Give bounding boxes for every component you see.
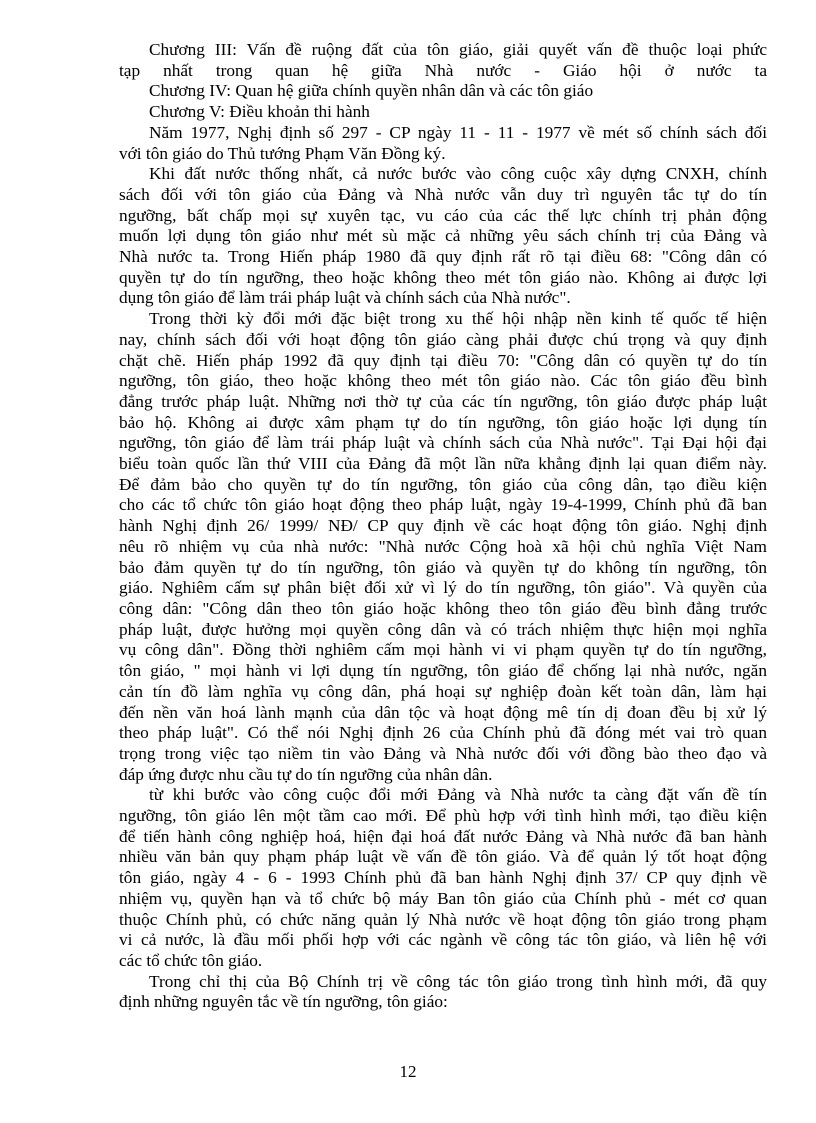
- text-line: Trong thời kỳ đổi mới đặc biệt trong xu thế hội nhập nền kinh tế quốc tế hiện: [149, 309, 767, 329]
- text-line: Chương V: Điều khoản thi hành: [149, 102, 370, 122]
- text-line: pháp luật, được hưởng mọi quyền công dân và có trách nhiệm thực hiện mọi nghĩa: [119, 619, 767, 639]
- text-line: chặt chẽ. Hiến pháp 1992 đã quy định tại điều 70: "Công dân có quyền tự do tín: [119, 350, 767, 370]
- text-line: tôn giáo, " mọi hành vi lợi dụng tín ngưỡng, tôn giáo để chống lại nhà nước, ngăn: [119, 661, 767, 681]
- text-line: Khi đất nước thống nhất, cả nước bước vào công cuộc xây dựng CNXH, chính: [149, 164, 767, 184]
- text-line: hành Nghị định 26/ 1999/ NĐ/ CP quy định về các hoạt động tôn giáo. Nghị định: [119, 516, 767, 536]
- text-line: vi cả nước, là đầu mối phối hợp với các ngành về công tác tôn giáo, và liên hệ với: [119, 930, 767, 950]
- text-line: quyền tự do tín ngưỡng, theo hoặc không theo mét tôn giáo nào. Không ai được lợi: [119, 267, 767, 287]
- text-line: Trong chỉ thị của Bộ Chính trị về công tác tôn giáo trong tình hình mới, đã quy: [149, 971, 767, 991]
- text-line: nhiệm vụ, quyền hạn và tổ chức bộ máy Ban tôn giáo của Chính phủ - mét cơ quan: [119, 888, 767, 908]
- text-line: ngưỡng, tôn giáo lên một tầm cao mới. Để phù hợp với tình hình mới, tạo điều kiện: [119, 806, 767, 826]
- text-line: Để đảm bảo cho quyền tự do tín ngưỡng, tôn giáo của công dân, tạo điều kiện: [119, 474, 767, 494]
- text-line: nay, chính sách đối với hoạt động tôn giáo càng phải được chú trọng và quy định: [119, 329, 767, 349]
- text-line: Nhà nước ta. Trong Hiến pháp 1980 đã quy định rất rõ tại điều 68: "Công dân có: [119, 247, 767, 267]
- text-line: dụng tôn giáo để làm trái pháp luật và chính sách của Nhà nước".: [119, 288, 571, 308]
- text-line: Năm 1977, Nghị định số 297 - CP ngày 11 - 11 - 1977 về mét số chính sách đối: [149, 122, 767, 142]
- text-line: với tôn giáo do Thủ tướng Phạm Văn Đồng ký.: [119, 143, 446, 163]
- text-line: để tiến hành công nghiệp hoá, hiện đại hoá đất nước Đảng và Nhà nước đã ban hành: [119, 826, 767, 846]
- text-line: bảo hộ. Không ai được xâm phạm tự do tín ngưỡng, tôn giáo hoặc lợi dụng tín: [119, 412, 767, 432]
- text-line: muốn lợi dụng tôn giáo như mét sù mặc cả những yêu sách chính trị của Đảng và: [119, 226, 767, 246]
- document-page: [119, 40, 767, 1013]
- page-number: 12: [399, 1062, 417, 1081]
- text-line: sách đối với tôn giáo của Đảng và Nhà nước vẫn duy trì nguyên tắc tự do tín: [119, 184, 767, 204]
- text-line: Chương IV: Quan hệ giữa chính quyền nhân dân và các tôn giáo: [149, 81, 594, 101]
- text-line: các tổ chức tôn giáo.: [119, 950, 263, 970]
- text-line: Chương III: Vấn đề ruộng đất của tôn giáo, giải quyết vấn đề thuộc loại phức: [149, 40, 767, 59]
- text-line: nêu rõ nhiệm vụ của nhà nước: "Nhà nước Cộng hoà xã hội chủ nghĩa Việt Nam: [119, 536, 767, 556]
- text-line: thuộc Chính phủ, có chức năng quản lý Nhà nước về hoạt động tôn giáo trong phạm: [119, 909, 767, 929]
- text-line: theo pháp luật". Có thể nói Nghị định 26 của Chính phủ đã đóng mét vai trò quan: [119, 723, 767, 743]
- text-line: tôn giáo, ngày 4 - 6 - 1993 Chính phủ đã ban hành Nghị định 37/ CP quy định về: [119, 868, 767, 888]
- text-line: ngưỡng, tôn giáo để làm trái pháp luật và chính sách của Nhà nước". Tại Đại hội đại: [119, 433, 767, 453]
- text-line: cản tín đồ làm nghĩa vụ công dân, phá hoại sự nghiệp đoàn kết toàn dân, làm hại: [119, 681, 767, 701]
- text-line: định những nguyên tắc về tín ngưỡng, tôn giáo:: [119, 992, 448, 1012]
- text-line: công dân: "Công dân theo tôn giáo hoặc không theo tôn giáo đều bình đẳng trước: [119, 598, 767, 618]
- text-line: vụ công dân". Đồng thời nghiêm cấm mọi hành vi vi phạm quyền tự do tín ngưỡng,: [119, 640, 767, 660]
- text-line: cho các tổ chức tôn giáo hoạt động theo pháp luật, ngày 19-4-1999, Chính phủ đã ban: [119, 495, 767, 515]
- text-line: đáp ứng được nhu cầu tự do tín ngưỡng của nhân dân.: [119, 764, 493, 784]
- text-line: tạp nhất trong quan hệ giữa Nhà nước - Giáo hội ở nước ta: [119, 60, 767, 80]
- text-line: đẳng trước pháp luật. Những nơi thờ tự của các tín ngưỡng, tôn giáo được pháp luật: [119, 391, 767, 411]
- text-line: nhiều văn bản quy phạm pháp luật về vấn đề tôn giáo. Và để quản lý tốt hoạt động: [119, 847, 767, 867]
- text-line: đến nền văn hoá lành mạnh của dân tộc và hoạt động mê tín dị đoan đều bị xử lý: [119, 702, 767, 722]
- text-line: giáo. Nghiêm cấm sự phân biệt đối xử vì lý do tín ngưỡng, tôn giáo". Và quyền của: [119, 578, 767, 598]
- text-line: biểu toàn quốc lần thứ VIII của Đảng đã một lần nữa khẳng định lại quan điểm này.: [119, 454, 767, 474]
- text-line: từ khi bước vào công cuộc đổi mới Đảng và Nhà nước ta càng đặt vấn đề tín: [149, 785, 767, 805]
- text-line: ngưỡng, tôn giáo, theo hoặc không theo mét tôn giáo nào. Các tôn giáo đều bình: [119, 371, 767, 391]
- text-line: trọng trong việc tạo niềm tin vào Đảng và Nhà nước đối với đồng bào theo đạo và: [119, 743, 767, 763]
- text-line: ngưỡng, bất chấp mọi sự xuyên tạc, vu cáo của các thế lực chính trị phản động: [119, 205, 767, 225]
- text-line: bảo đảm quyền tự do tín ngưỡng, tôn giáo và quyền tự do không tín ngưỡng, tôn: [119, 557, 767, 577]
